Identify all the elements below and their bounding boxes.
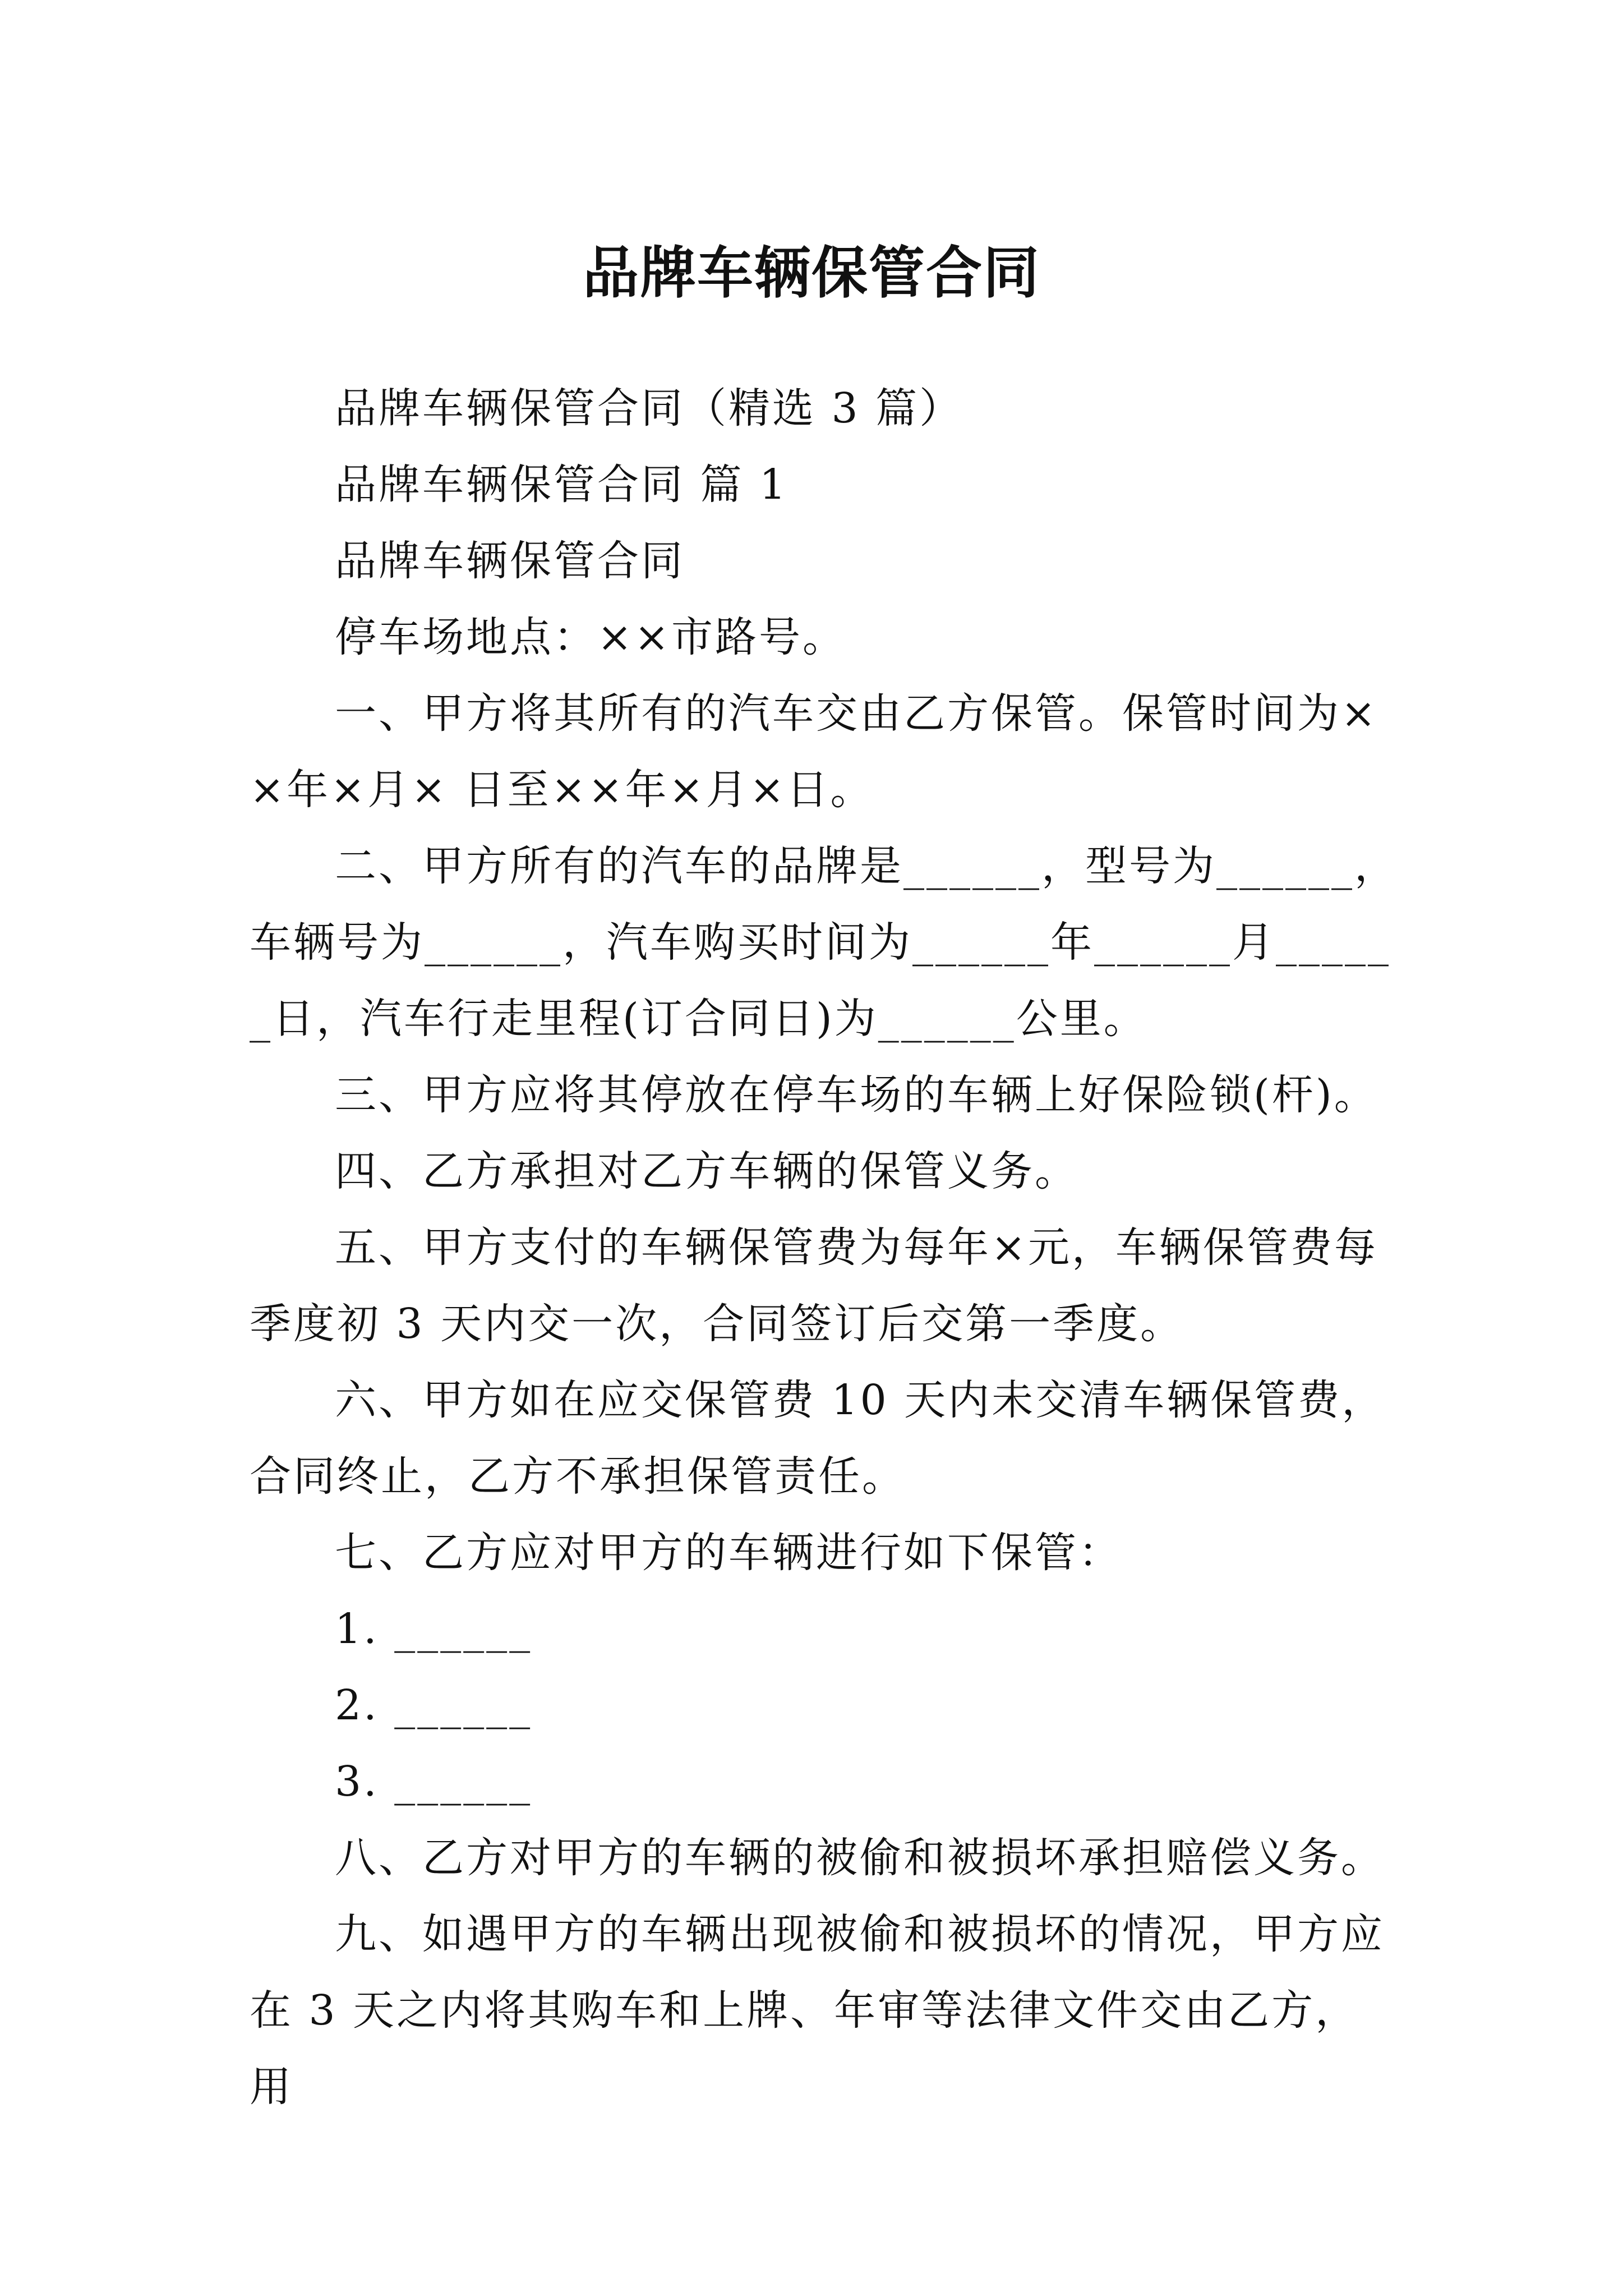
paragraph-subtitle: 品牌车辆保管合同（精选 3 篇） — [335, 384, 963, 432]
paragraph-contract-name: 品牌车辆保管合同 — [335, 537, 685, 585]
paragraph-clause-2: 二、甲方所有的汽车的品牌是______，型号为______，车辆号为______，汽车购买时间为______年______月______日，汽车行走里程(订合同日)为______公里。 — [250, 842, 1398, 1043]
paragraph-clause-6: 六、甲方如在应交保管费 10 天内未交清车辆保管费，合同终止，乙方不承担保管责任。 — [250, 1376, 1386, 1501]
paragraph-clause-7: 七、乙方应对甲方的车辆进行如下保管： — [335, 1529, 1122, 1577]
paragraph-clause-9: 九、如遇甲方的车辆出现被偷和被损坏的情况，甲方应在 3 天之内将其购车和上牌、年审等法律文件交由乙方，用 — [250, 1910, 1385, 2111]
paragraph-clause-3: 三、甲方应将其停放在停车场的车辆上好保险锁(杆)。 — [335, 1071, 1378, 1119]
list-item-2: 2. ______ — [335, 1681, 533, 1729]
paragraph-clause-8: 八、乙方对甲方的车辆的被偷和被损坏承担赔偿义务。 — [335, 1834, 1385, 1882]
paragraph-clause-4: 四、乙方承担对乙方车辆的保管义务。 — [335, 1147, 1078, 1195]
document-body — [250, 370, 1399, 2125]
list-item-3: 3. ______ — [335, 1757, 533, 1806]
paragraph-section-heading: 品牌车辆保管合同 篇 1 — [335, 461, 789, 509]
list-item-1: 1. ______ — [335, 1605, 533, 1653]
paragraph-parking-location: 停车场地点：××市路号。 — [335, 613, 847, 661]
document-title: 品牌车辆保管合同 — [583, 240, 1040, 306]
paragraph-clause-1: 一、甲方将其所有的汽车交由乙方保管。保管时间为××年×月× 日至××年×月×日。 — [250, 689, 1378, 814]
paragraph-clause-5: 五、甲方支付的车辆保管费为每年×元，车辆保管费每季度初 3 天内交一次，合同签订后交第一季度。 — [250, 1223, 1378, 1348]
